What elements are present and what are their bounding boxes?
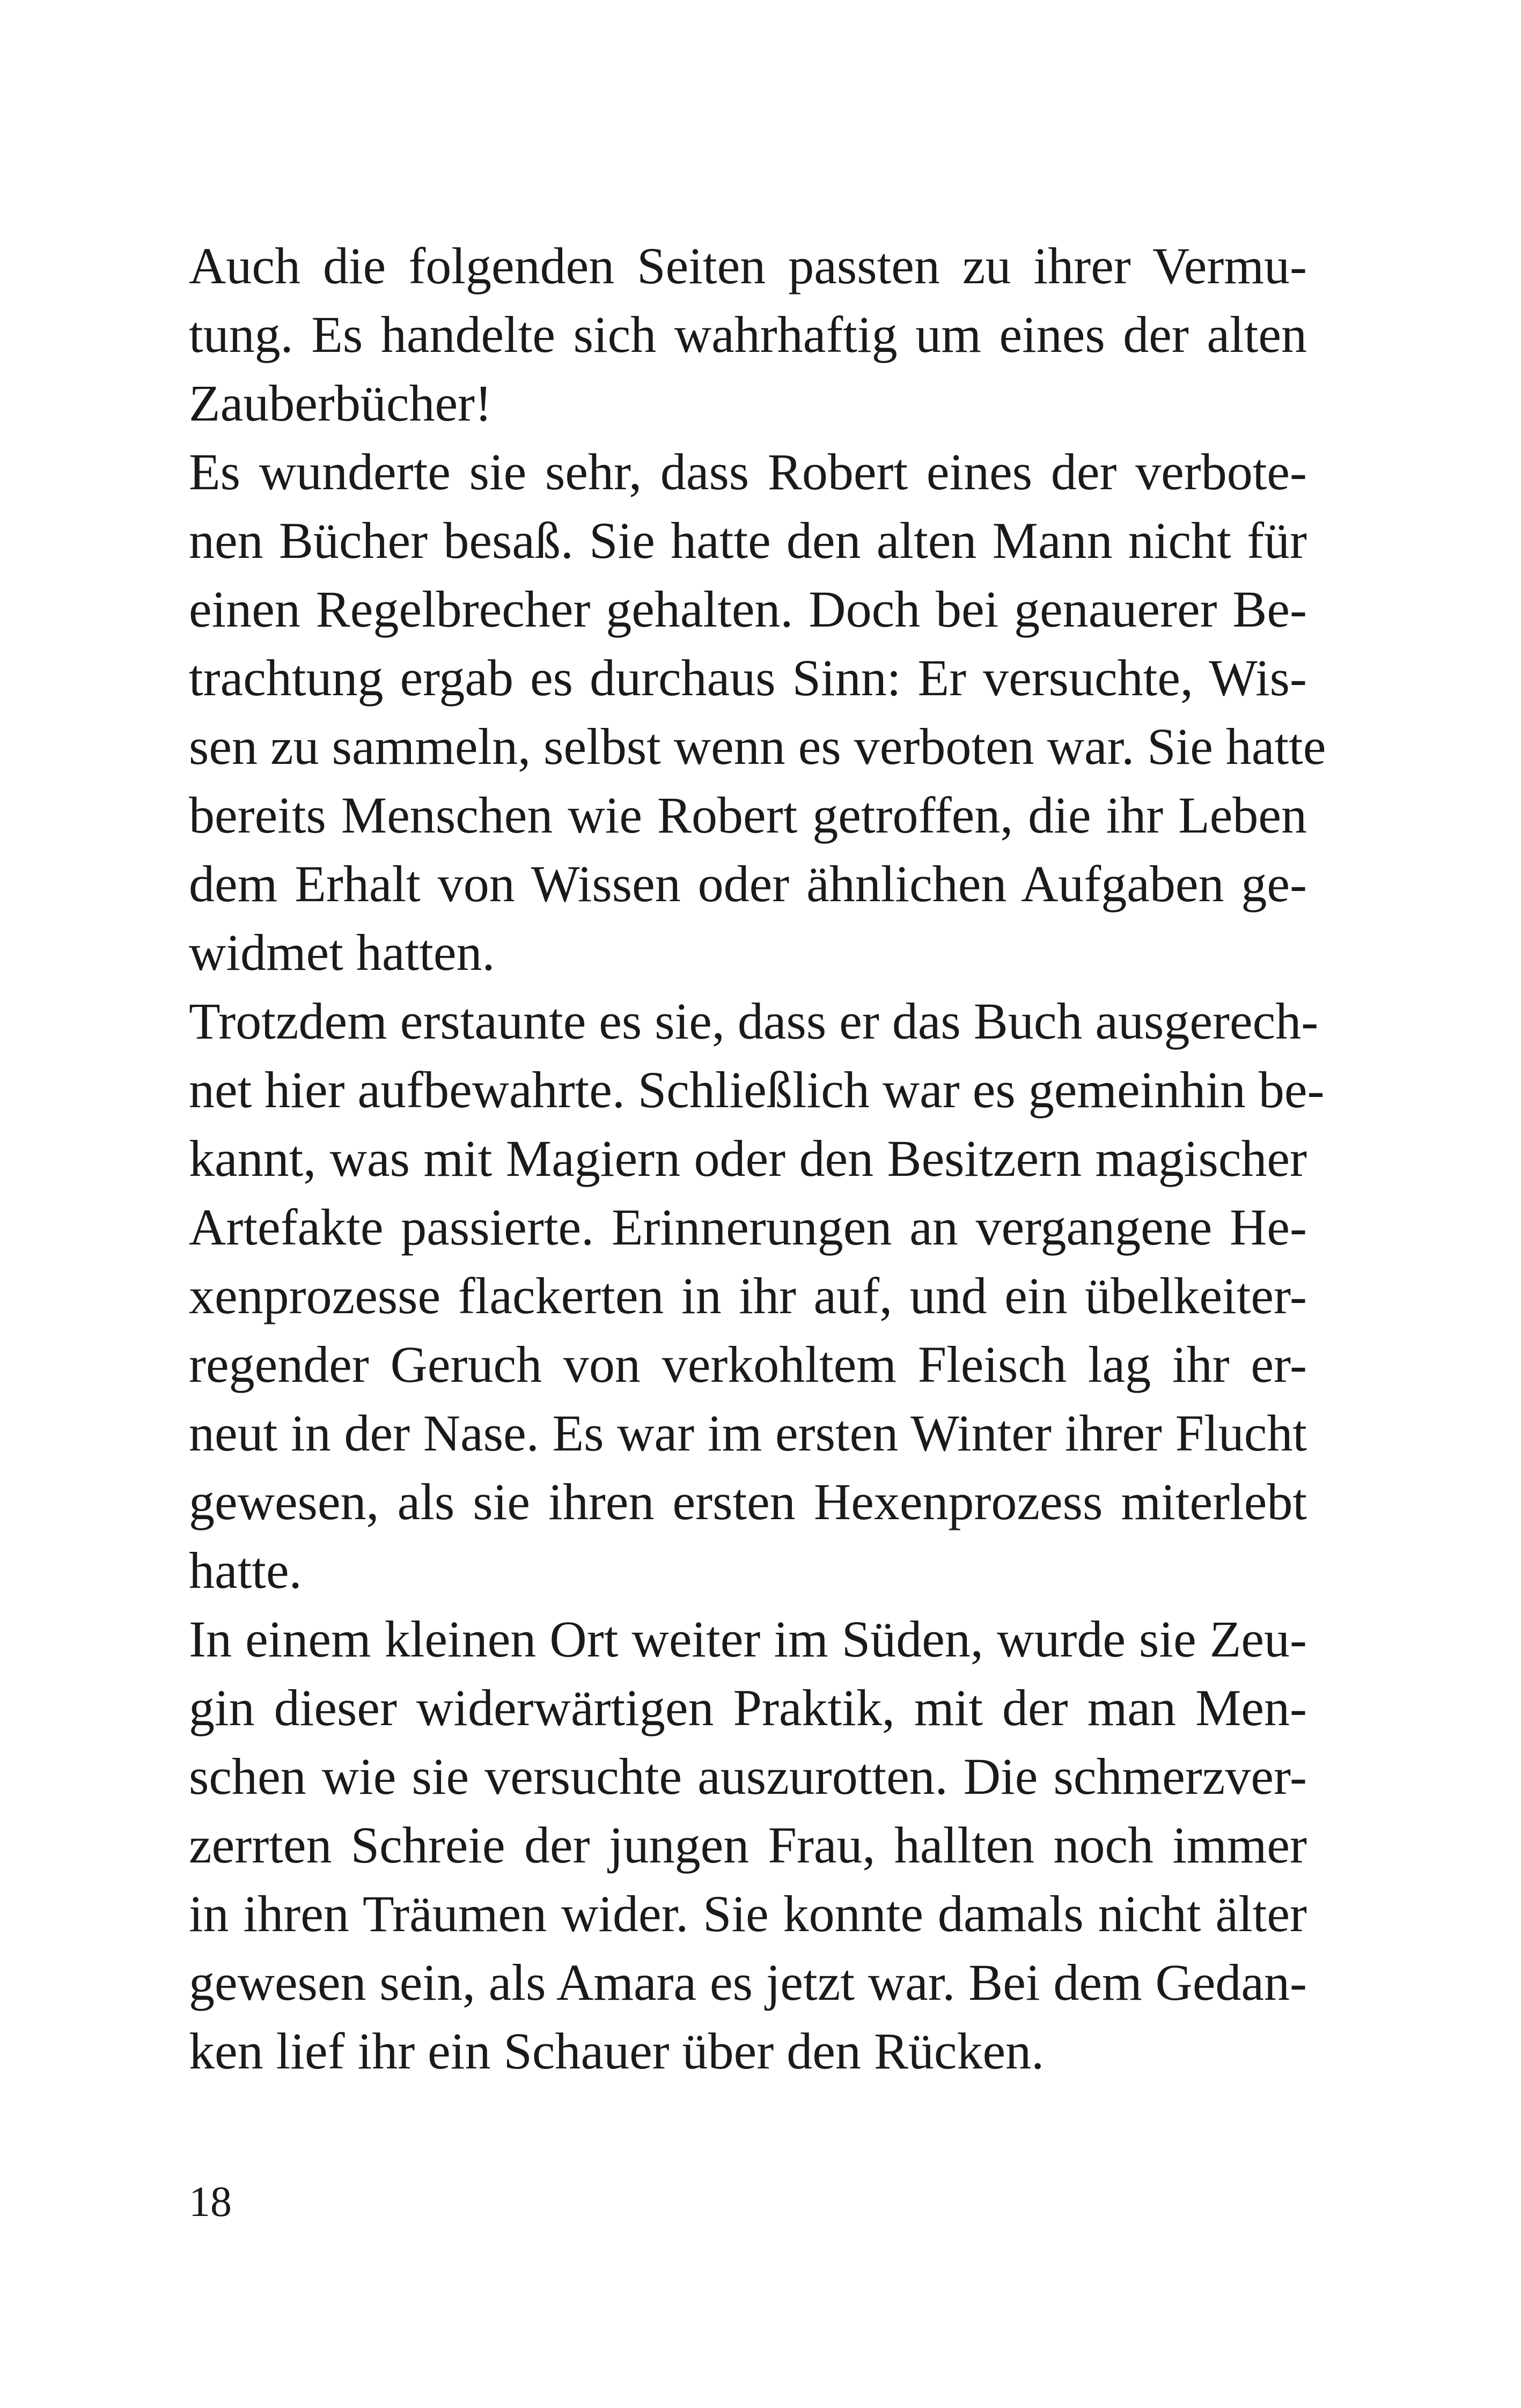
paragraph-4: [189, 1605, 1307, 2086]
text-line: kannt, was mit Magiern oder den Besitzern magischer: [189, 1130, 1307, 1187]
text-line: zerrten Schreie der jungen Frau, hallten noch immer: [189, 1816, 1307, 1874]
text-line: Auch die folgenden Seiten passten zu ihrer Vermu-: [189, 237, 1307, 294]
text-line: einen Regelbrecher gehalten. Doch bei genauerer Be-: [189, 580, 1307, 638]
text-line: in ihren Träumen wider. Sie konnte damals nicht älter: [189, 1885, 1307, 1942]
paragraph-1: [189, 232, 1307, 438]
text-line: dem Erhalt von Wissen oder ähnlichen Aufgaben ge-: [189, 855, 1307, 912]
text-line: gewesen sein, als Amara es jetzt war. Bei dem Gedan-: [189, 1954, 1307, 2011]
text-line: Trotzdem erstaunte es sie, dass er das Buch ausgerech-: [189, 992, 1319, 1050]
text-line: net hier aufbewahrte. Schließlich war es gemeinhin be-: [189, 1061, 1325, 1118]
text-line: gin dieser widerwärtigen Praktik, mit der man Men-: [189, 1679, 1307, 1736]
text-line: schen wie sie versuchte auszurotten. Die schmerzver-: [189, 1748, 1307, 1805]
text-line: Es wunderte sie sehr, dass Robert eines der verbote-: [189, 443, 1307, 500]
text-line: sen zu sammeln, selbst wenn es verboten war. Sie hatte: [189, 718, 1326, 775]
text-line: trachtung ergab es durchaus Sinn: Er versuchte, Wis-: [189, 649, 1307, 706]
text-line: widmet hatten.: [189, 924, 495, 981]
body-text: [189, 232, 1326, 2086]
text-line: bereits Menschen wie Robert getroffen, die ihr Leben: [189, 786, 1307, 844]
paragraph-2: [189, 438, 1326, 987]
page-number: 18: [189, 2178, 232, 2226]
text-line: gewesen, als sie ihren ersten Hexenprozess miterlebt: [189, 1473, 1307, 1530]
text-line: tung. Es handelte sich wahrhaftig um eines der alten: [189, 306, 1307, 363]
text-line: neut in der Nase. Es war im ersten Winter ihrer Flucht: [189, 1404, 1307, 1462]
text-line: Artefakte passierte. Erinnerungen an vergangene He-: [189, 1198, 1307, 1256]
text-line: nen Bücher besaß. Sie hatte den alten Mann nicht für: [189, 512, 1307, 569]
text-line: In einem kleinen Ort weiter im Süden, wurde sie Zeu-: [189, 1610, 1307, 1668]
text-line: hatte.: [189, 1542, 302, 1599]
text-line: xenprozesse flackerten in ihr auf, und ein übelkeiter-: [189, 1267, 1307, 1324]
text-line: Zauberbücher!: [189, 374, 492, 432]
paragraph-3: [189, 987, 1325, 1605]
text-line: regender Geruch von verkohltem Fleisch lag ihr er-: [189, 1336, 1307, 1393]
text-line: ken lief ihr ein Schauer über den Rücken.: [189, 2022, 1045, 2080]
